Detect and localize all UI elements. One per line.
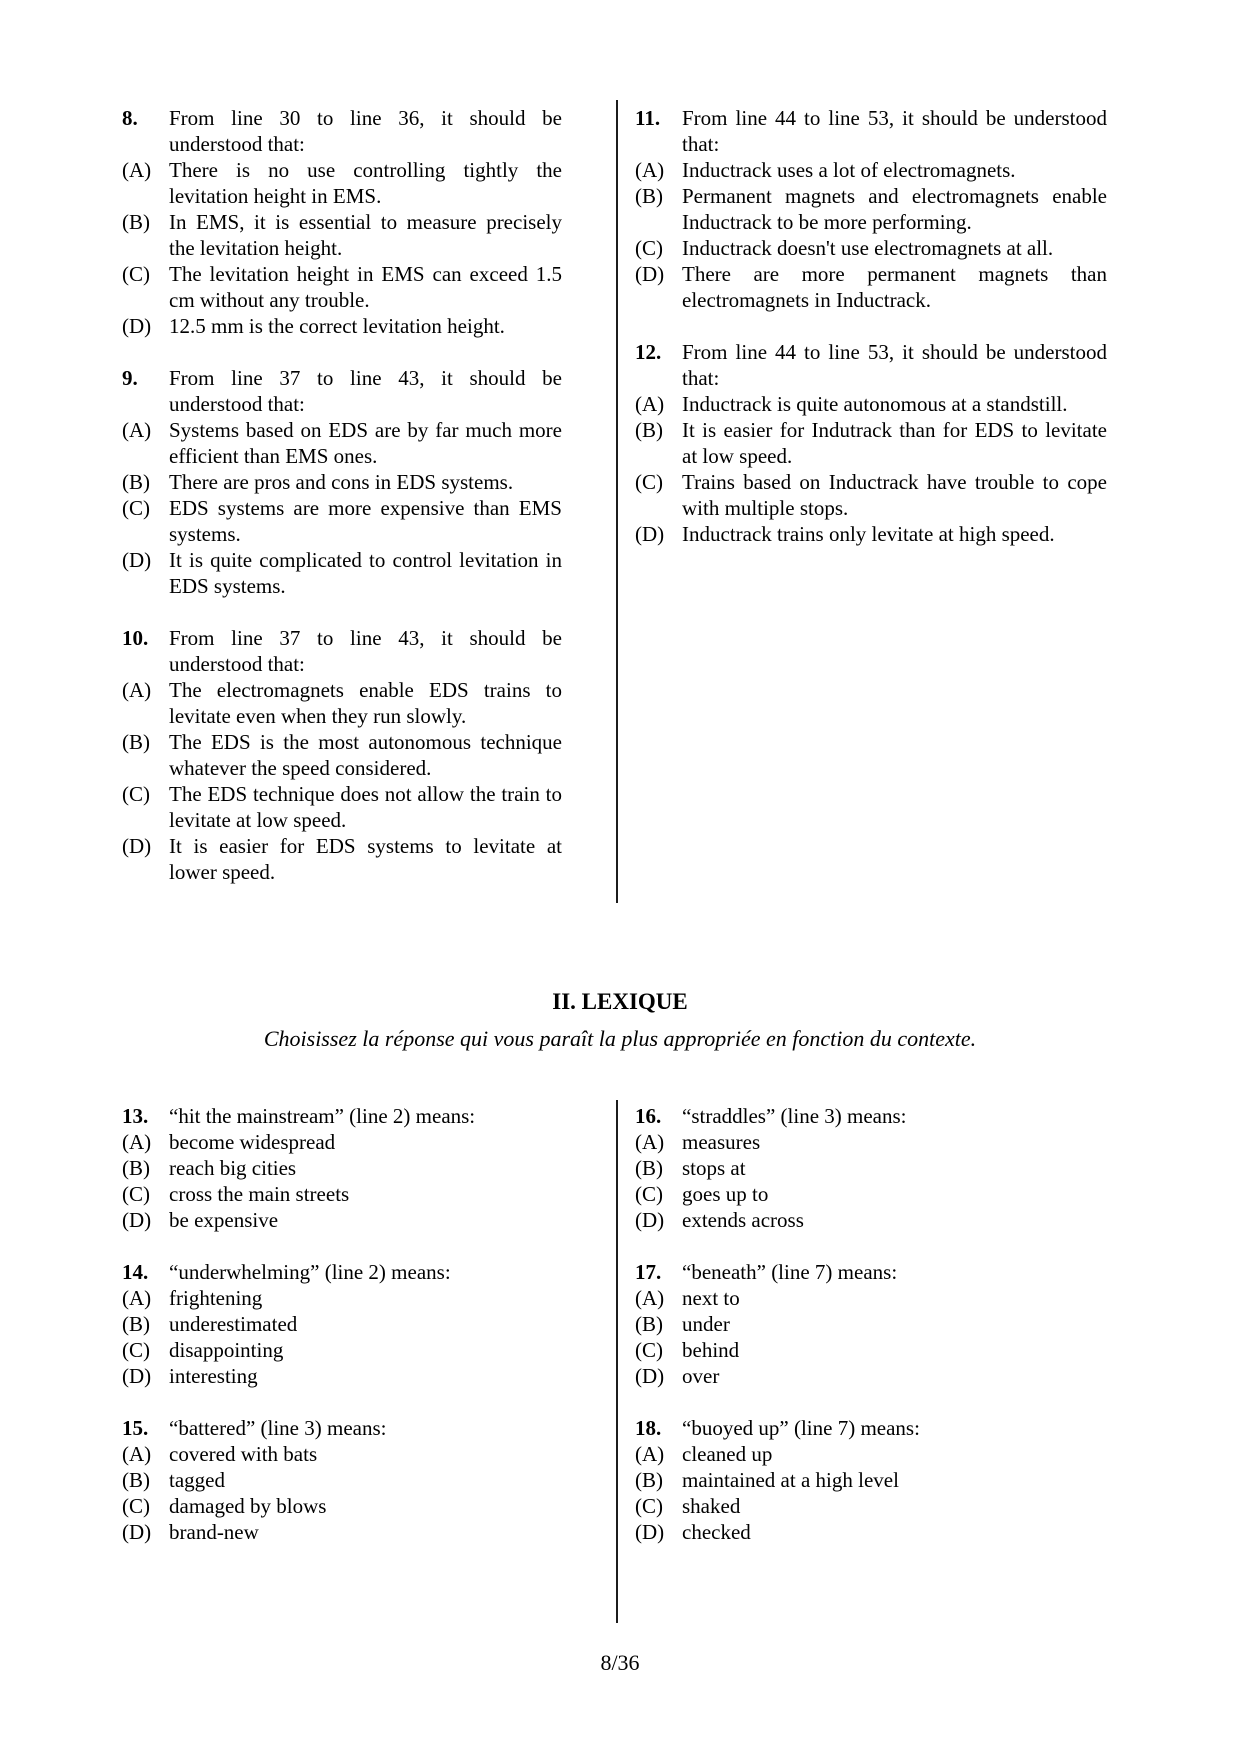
- comprehension-section: [0, 105, 1240, 911]
- option-text: tagged: [169, 1468, 225, 1492]
- question-stem-row: [122, 1415, 562, 1441]
- question: [635, 1259, 1107, 1389]
- option-label: (C): [122, 496, 150, 520]
- question-stem: From line 44 to line 53, it should be understood that:: [682, 340, 1107, 390]
- option-text: reach big cities: [169, 1156, 297, 1180]
- option-label: (C): [122, 1338, 150, 1362]
- option-label: (B): [635, 418, 663, 442]
- answer-option-row: [635, 183, 1107, 235]
- option-label: (D): [122, 1520, 152, 1544]
- question-number: 16.: [635, 1104, 662, 1128]
- answer-option-row: [635, 469, 1107, 521]
- option-label: (C): [122, 782, 150, 806]
- answer-option-row: [635, 261, 1107, 313]
- option-label: (D): [122, 548, 152, 572]
- option-text: covered with bats: [169, 1442, 318, 1466]
- answer-option-row: [635, 417, 1107, 469]
- answer-option-row: [635, 1129, 1107, 1155]
- answer-option-row: [635, 1519, 1107, 1545]
- option-text: next to: [682, 1286, 740, 1310]
- answer-option-row: [122, 729, 562, 781]
- option-label: (B): [122, 1156, 150, 1180]
- option-label: (A): [635, 1442, 665, 1466]
- answer-option-row: [122, 781, 562, 833]
- answer-option-row: [635, 521, 1107, 547]
- option-text: stops at: [682, 1156, 746, 1180]
- question-stem: From line 44 to line 53, it should be understood that:: [682, 106, 1107, 156]
- option-label: (A): [635, 1130, 665, 1154]
- answer-option-row: [122, 1493, 562, 1519]
- option-label: (C): [635, 236, 663, 260]
- option-label: (B): [122, 1312, 150, 1336]
- answer-option-row: [122, 1519, 562, 1545]
- answer-option-row: [122, 1337, 562, 1363]
- option-label: (A): [635, 158, 665, 182]
- option-label: (C): [122, 1494, 150, 1518]
- question-number: 13.: [122, 1104, 149, 1128]
- answer-option-row: [635, 1441, 1107, 1467]
- question-stem-row: [122, 105, 562, 157]
- option-text: disappointing: [169, 1338, 284, 1362]
- answer-option-row: [635, 1363, 1107, 1389]
- answer-option-row: [122, 469, 562, 495]
- question-number: 17.: [635, 1260, 662, 1284]
- option-label: (A): [122, 678, 152, 702]
- answer-option-row: [122, 1363, 562, 1389]
- answer-option-row: [635, 1467, 1107, 1493]
- question: [122, 365, 562, 599]
- question: [635, 1103, 1107, 1233]
- answer-option-row: [635, 157, 1107, 183]
- question-stem: “battered” (line 3) means:: [169, 1416, 387, 1440]
- question-stem-row: [122, 625, 562, 677]
- answer-option-row: [122, 1129, 562, 1155]
- answer-option-row: [635, 1337, 1107, 1363]
- option-text: cross the main streets: [169, 1182, 350, 1206]
- option-label: (C): [635, 1494, 663, 1518]
- answer-option-row: [122, 261, 562, 313]
- option-text: behind: [682, 1338, 740, 1362]
- question-number: 11.: [635, 106, 661, 130]
- option-text: 12.5 mm is the correct levitation height.: [169, 314, 505, 338]
- answer-option-row: [635, 1285, 1107, 1311]
- question-number: 14.: [122, 1260, 149, 1284]
- option-label: (D): [122, 1364, 152, 1388]
- option-text: frightening: [169, 1286, 263, 1310]
- question-stem: From line 37 to line 43, it should be understood that:: [169, 626, 562, 676]
- option-text: maintained at a high level: [682, 1468, 899, 1492]
- option-text: It is easier for EDS systems to levitate at lower speed.: [169, 834, 562, 884]
- question: [635, 339, 1107, 547]
- answer-option-row: [635, 1207, 1107, 1233]
- option-label: (D): [635, 1520, 665, 1544]
- option-text: under: [682, 1312, 730, 1336]
- option-label: (A): [122, 1286, 152, 1310]
- question-stem-row: [122, 1103, 562, 1129]
- option-label: (C): [635, 470, 663, 494]
- option-text: become widespread: [169, 1130, 336, 1154]
- option-label: (D): [635, 1364, 665, 1388]
- question-number: 8.: [122, 106, 138, 130]
- section-subtitle: Choisissez la réponse qui vous paraît la plus appropriée en fonction du contexte.: [263, 1026, 977, 1051]
- answer-option-row: [122, 313, 562, 339]
- option-label: (B): [635, 1156, 663, 1180]
- question-stem-row: [122, 1259, 562, 1285]
- option-label: (A): [122, 418, 152, 442]
- comprehension-left-column: [122, 105, 562, 911]
- question: [122, 1415, 562, 1545]
- option-text: measures: [682, 1130, 761, 1154]
- comprehension-right-column: [635, 105, 1107, 573]
- option-label: (B): [635, 184, 663, 208]
- option-label: (D): [635, 1208, 665, 1232]
- option-label: (B): [122, 210, 150, 234]
- option-text: The levitation height in EMS can exceed 1.5 cm without any trouble.: [169, 262, 562, 312]
- answer-option-row: [122, 209, 562, 261]
- option-label: (C): [635, 1182, 663, 1206]
- option-text: The EDS technique does not allow the train to levitate at low speed.: [169, 782, 562, 832]
- option-label: (B): [122, 730, 150, 754]
- option-text: Inductrack uses a lot of electromagnets.: [682, 158, 1016, 182]
- answer-option-row: [122, 1207, 562, 1233]
- option-text: It is quite complicated to control levitation in EDS systems.: [169, 548, 562, 598]
- option-text: shaked: [682, 1494, 741, 1518]
- question-stem-row: [635, 1259, 1107, 1285]
- lexique-header: [0, 988, 1240, 1054]
- option-text: It is easier for Indutrack than for EDS to levitate at low speed.: [682, 418, 1107, 468]
- question-stem-row: [635, 1103, 1107, 1129]
- option-label: (B): [122, 470, 150, 494]
- option-label: (A): [122, 1130, 152, 1154]
- question: [122, 105, 562, 339]
- lexique-right-column: [635, 1103, 1107, 1571]
- question-stem: “underwhelming” (line 2) means:: [169, 1260, 451, 1284]
- question: [122, 1103, 562, 1233]
- answer-option-row: [122, 495, 562, 547]
- question-stem: “straddles” (line 3) means:: [682, 1104, 907, 1128]
- answer-option-row: [122, 1181, 562, 1207]
- option-label: (D): [635, 262, 665, 286]
- option-text: The electromagnets enable EDS trains to levitate even when they run slowly.: [169, 678, 562, 728]
- answer-option-row: [122, 1467, 562, 1493]
- option-label: (A): [635, 392, 665, 416]
- lexique-section: [0, 1103, 1240, 1571]
- option-label: (D): [122, 314, 152, 338]
- question-stem-row: [635, 1415, 1107, 1441]
- question-stem: From line 37 to line 43, it should be understood that:: [169, 366, 562, 416]
- question: [122, 625, 562, 885]
- option-text: Systems based on EDS are by far much more efficient than EMS ones.: [169, 418, 562, 468]
- question-stem-row: [122, 365, 562, 417]
- question-stem-row: [635, 339, 1107, 391]
- option-label: (C): [635, 1338, 663, 1362]
- question: [635, 1415, 1107, 1545]
- question-stem: From line 30 to line 36, it should be understood that:: [169, 106, 562, 156]
- option-text: cleaned up: [682, 1442, 773, 1466]
- question-number: 15.: [122, 1416, 149, 1440]
- option-label: (D): [635, 522, 665, 546]
- option-text: over: [682, 1364, 720, 1388]
- option-label: (B): [122, 1468, 150, 1492]
- question-number: 10.: [122, 626, 149, 650]
- answer-option-row: [122, 1155, 562, 1181]
- answer-option-row: [122, 677, 562, 729]
- option-text: Trains based on Inductrack have trouble to cope with multiple stops.: [682, 470, 1107, 520]
- lexique-left-column: [122, 1103, 562, 1571]
- answer-option-row: [122, 1311, 562, 1337]
- option-text: Inductrack is quite autonomous at a standstill.: [682, 392, 1068, 416]
- option-label: (C): [122, 1182, 150, 1206]
- option-text: The EDS is the most autonomous technique whatever the speed considered.: [169, 730, 562, 780]
- option-text: checked: [682, 1520, 751, 1544]
- option-text: be expensive: [169, 1208, 279, 1232]
- option-text: Inductrack trains only levitate at high speed.: [682, 522, 1055, 546]
- option-label: (A): [635, 1286, 665, 1310]
- option-label: (B): [635, 1312, 663, 1336]
- answer-option-row: [635, 1181, 1107, 1207]
- option-label: (A): [122, 1442, 152, 1466]
- question-stem: “beneath” (line 7) means:: [682, 1260, 898, 1284]
- option-label: (D): [122, 1208, 152, 1232]
- option-label: (D): [122, 834, 152, 858]
- answer-option-row: [122, 1285, 562, 1311]
- answer-option-row: [635, 1155, 1107, 1181]
- option-text: underestimated: [169, 1312, 298, 1336]
- option-text: There is no use controlling tightly the levitation height in EMS.: [169, 158, 562, 208]
- answer-option-row: [635, 391, 1107, 417]
- option-label: (A): [122, 158, 152, 182]
- answer-option-row: [122, 417, 562, 469]
- option-text: Permanent magnets and electromagnets enable Inductrack to be more performing.: [682, 184, 1107, 234]
- answer-option-row: [122, 547, 562, 599]
- question-stem-row: [635, 105, 1107, 157]
- option-text: EDS systems are more expensive than EMS systems.: [169, 496, 562, 546]
- answer-option-row: [635, 1311, 1107, 1337]
- question: [635, 105, 1107, 313]
- answer-option-row: [122, 157, 562, 209]
- option-text: There are more permanent magnets than electromagnets in Inductrack.: [682, 262, 1107, 312]
- option-text: In EMS, it is essential to measure precisely the levitation height.: [169, 210, 562, 260]
- question-stem: “buoyed up” (line 7) means:: [682, 1416, 920, 1440]
- question-number: 18.: [635, 1416, 662, 1440]
- option-text: damaged by blows: [169, 1494, 327, 1518]
- answer-option-row: [122, 1441, 562, 1467]
- option-label: (B): [635, 1468, 663, 1492]
- answer-option-row: [635, 1493, 1107, 1519]
- option-text: goes up to: [682, 1182, 769, 1206]
- answer-option-row: [122, 833, 562, 885]
- question-stem: “hit the mainstream” (line 2) means:: [169, 1104, 476, 1128]
- option-label: (C): [122, 262, 150, 286]
- option-text: brand-new: [169, 1520, 259, 1544]
- page-number: 8/36: [600, 1650, 640, 1675]
- section-title: II. LEXIQUE: [552, 989, 688, 1014]
- question: [122, 1259, 562, 1389]
- option-text: extends across: [682, 1208, 804, 1232]
- option-text: There are pros and cons in EDS systems.: [169, 470, 514, 494]
- option-text: interesting: [169, 1364, 258, 1388]
- question-number: 12.: [635, 340, 662, 364]
- option-text: Inductrack doesn't use electromagnets at all.: [682, 236, 1054, 260]
- answer-option-row: [635, 235, 1107, 261]
- question-number: 9.: [122, 366, 138, 390]
